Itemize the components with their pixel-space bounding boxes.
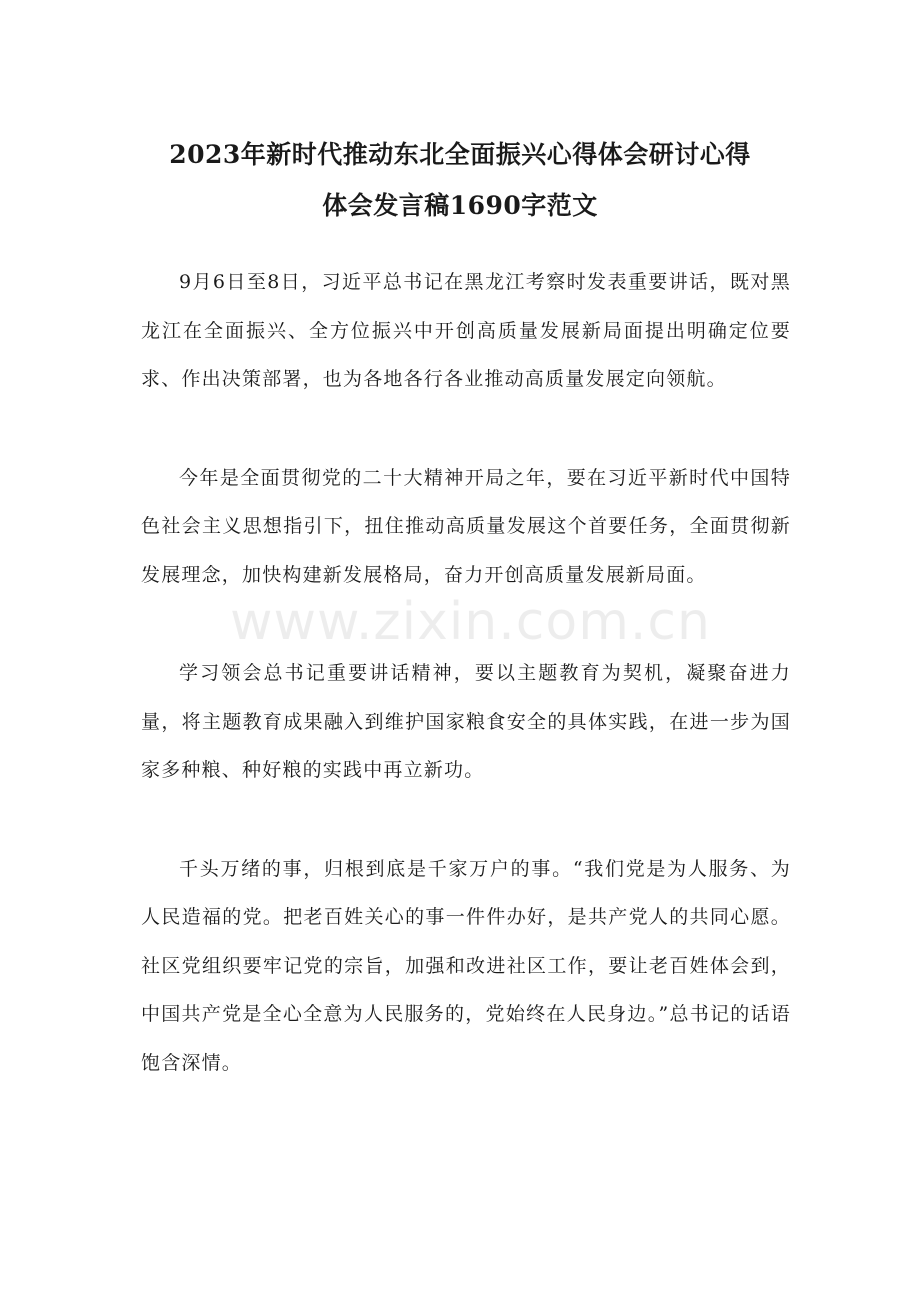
watermark-text: www.zixin.com.cn (230, 592, 711, 652)
title-line-1: 2023年新时代推动东北全面振兴心得体会研讨心得 (169, 139, 751, 169)
paragraph-2: 今年是全面贯彻党的二十大精神开局之年，要在习近平新时代中国特色社会主义思想指引下，扭住推动高质量发展这个首要任务，全面贯彻新发展理念，加快构建新发展格局，奋力开创高质量发展新局面。 (141, 466, 791, 586)
paragraph-3: 学习领会总书记重要讲话精神，要以主题教育为契机，凝聚奋进力量，将主题教育成果融入到维护国家粮食安全的具体实践，在进一步为国家多种粮、种好粮的实践中再立新功。 (141, 662, 791, 781)
document-title (120, 129, 800, 231)
document-body (141, 258, 791, 1137)
paragraph-4: 千头万绪的事，归根到底是千家万户的事。“我们党是为人服务、为人民造福的党。把老百姓关心的事一件件办好，是共产党人的共同心愿。社区党组织要牢记党的宗旨，加强和改进社区工作，要让老百姓体会到，中国共产党是全心全意为人民服务的，党始终在人民身边。”总书记的话语饱含深情。 (141, 857, 791, 1074)
title-line-2: 体会发言稿1690字范文 (322, 190, 598, 220)
paragraph-1: 9月6日至8日，习近平总书记在黑龙江考察时发表重要讲话，既对黑龙江在全面振兴、全方位振兴中开创高质量发展新局面提出明确定位要求、作出决策部署，也为各地各行各业推动高质量发展定向领航。 (141, 271, 791, 390)
